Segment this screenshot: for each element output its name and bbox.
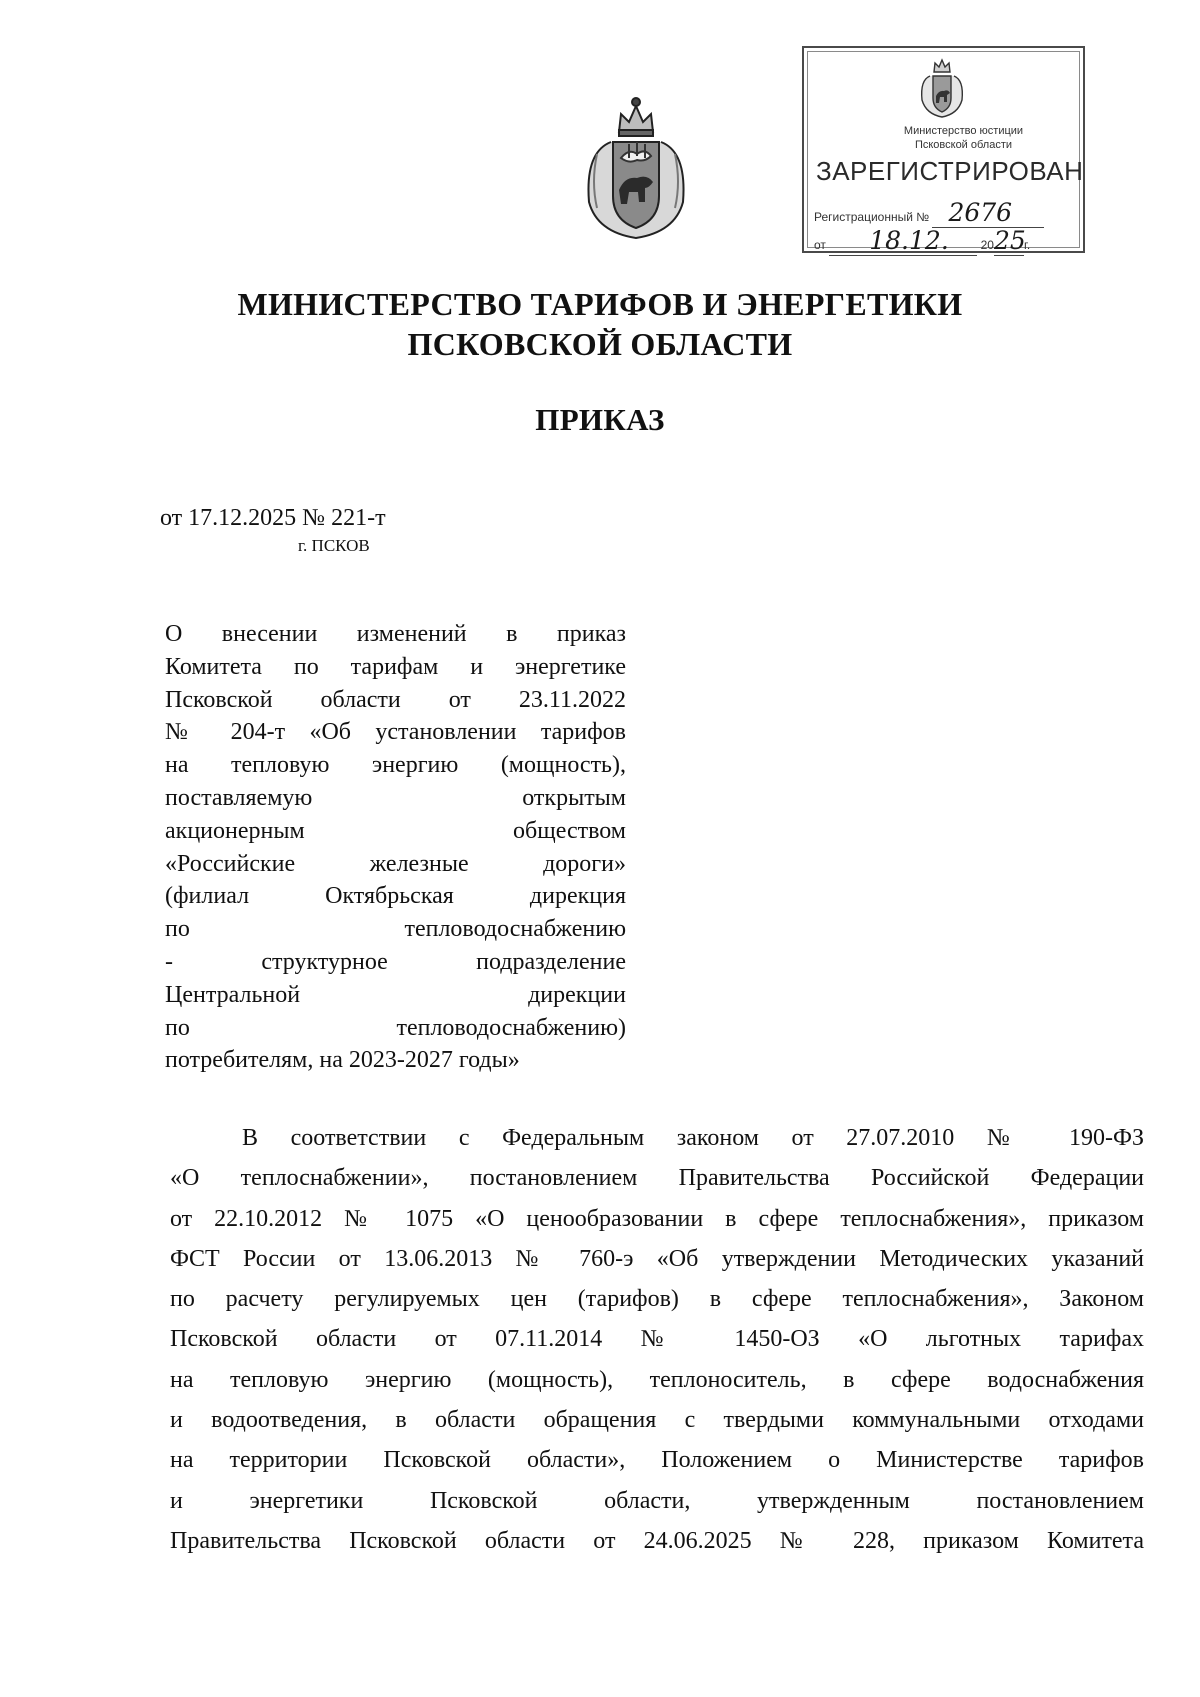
stamp-registered-title: ЗАРЕГИСТРИРОВАН <box>816 156 1084 186</box>
subject-line: О внесении изменений в приказ <box>165 621 626 647</box>
stamp-date-row <box>814 226 1030 256</box>
stamp-date-prefix: от <box>814 238 826 252</box>
stamp-date-day-month: 18.12. <box>869 226 949 255</box>
stamp-ministry-line: Министерство юстиции <box>903 125 1024 137</box>
subject-line: акционерным обществом <box>165 817 626 844</box>
body-line: ФСТ России от 13.06.2013 № 760-э «Об утверждении Методических указаний <box>170 1245 1144 1272</box>
stamp-reg-number: 2676 <box>948 198 1013 227</box>
subject-line: № 204-т «Об установлении тарифов <box>165 719 626 746</box>
stamp-year-prefix: 20 <box>980 238 994 252</box>
ministry-title-line1: МИНИСТЕРСТВО ТАРИФОВ И ЭНЕРГЕТИКИ <box>237 286 963 322</box>
order-preamble <box>170 1118 1144 1561</box>
registration-stamp <box>802 46 1085 253</box>
body-line: на территории Псковской области», Положением о Министерстве тарифов <box>170 1447 1144 1474</box>
subject-line: потребителям, на 2023-2027 годы» <box>165 1047 520 1074</box>
stamp-year-unit: г. <box>1023 238 1031 252</box>
order-subject <box>165 618 626 1077</box>
subject-line: поставляемую открытым <box>165 784 626 811</box>
stamp-reg-label: Регистрационный № <box>814 210 930 224</box>
subject-line: - структурное подразделение <box>165 948 626 975</box>
body-line: В соответствии с Федеральным законом от 27.07.2010 № 190-ФЗ <box>242 1125 1144 1151</box>
body-line: от 22.10.2012 № 1075 «О ценообразовании в сфере теплоснабжения», приказом <box>170 1205 1144 1232</box>
subject-line: Центральной дирекции <box>165 981 626 1008</box>
subject-line: по тепловодоснабжению) <box>165 1014 626 1041</box>
stamp-emblem-icon <box>916 56 968 120</box>
ministry-title-line2: ПСКОВСКОЙ ОБЛАСТИ <box>407 326 793 362</box>
coat-of-arms-icon <box>575 92 697 242</box>
subject-line: Комитета по тарифам и энергетике <box>165 653 626 680</box>
body-line: и энергетики Псковской области, утвержденным постановлением <box>170 1487 1144 1514</box>
stamp-registration-number-row <box>814 198 1044 228</box>
subject-line: по тепловодоснабжению <box>165 916 626 943</box>
stamp-region-line: Псковской области <box>914 139 1013 151</box>
subject-line: «Российские железные дороги» <box>165 850 626 877</box>
body-line: Псковской области от 07.11.2014 № 1450-ОЗ «О льготных тарифах <box>170 1326 1144 1353</box>
body-line: Правительства Псковской области от 24.06.2025 № 228, приказом Комитета <box>170 1527 1144 1554</box>
stamp-year-suffix: 25 <box>993 226 1026 255</box>
body-line: по расчету регулируемых цен (тарифов) в сфере теплоснабжения», Законом <box>170 1286 1144 1313</box>
order-date-number: от 17.12.2025 № 221-т <box>160 505 386 531</box>
body-line: «О теплоснабжении», постановлением Правительства Российской Федерации <box>170 1165 1144 1192</box>
order-city: г. ПСКОВ <box>298 536 370 555</box>
subject-line: на тепловую энергию (мощность), <box>165 752 626 779</box>
body-line: на тепловую энергию (мощность), теплоноситель, в сфере водоснабжения <box>170 1366 1144 1393</box>
document-type: ПРИКАЗ <box>535 402 665 437</box>
subject-line: (филиал Октябрьская дирекция <box>165 883 626 910</box>
subject-line: Псковской области от 23.11.2022 <box>165 686 626 713</box>
body-line: и водоотведения, в области обращения с твердыми коммунальными отходами <box>170 1407 1144 1434</box>
